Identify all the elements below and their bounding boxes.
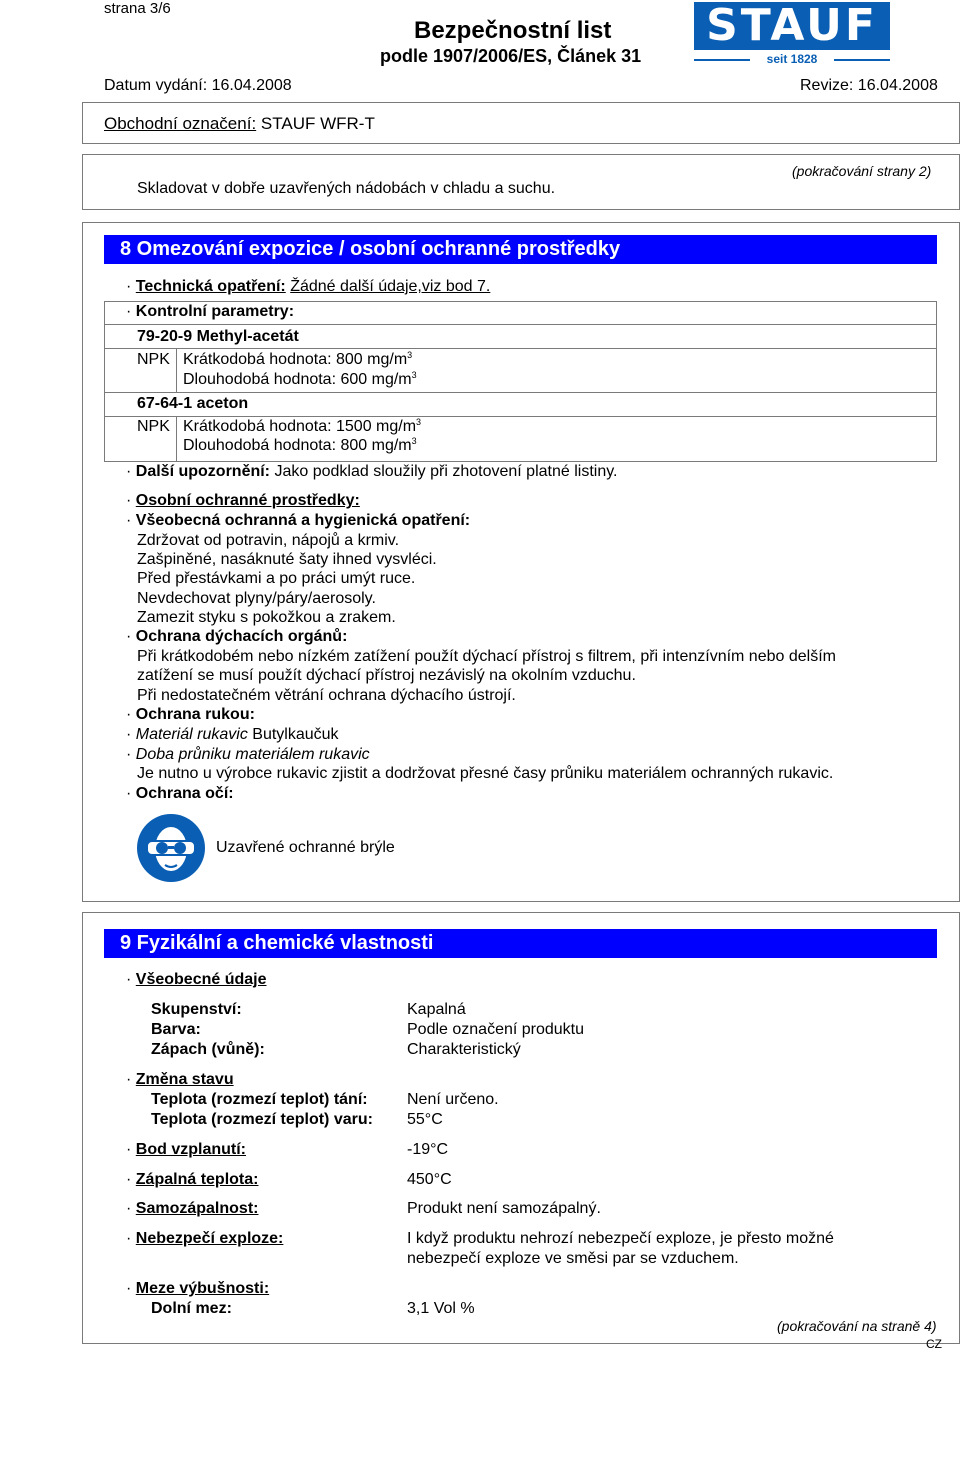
respiratory-heading: · Ochrana dýchacích orgánů:	[126, 628, 348, 645]
respiratory-line: Při krátkodobém nebo nízkém zatížení použít dýchací přístroj s filtrem, při intenzívním nebo delším	[137, 648, 836, 665]
general-measures-heading: · Všeobecná ochranná a hygienická opatření:	[126, 512, 471, 529]
lower-limit-value: 3,1 Vol %	[407, 1300, 475, 1317]
eyes-label: Ochrana očí:	[135, 785, 234, 802]
general-data-label: Všeobecné údaje	[135, 971, 267, 988]
substance-1-long-term	[183, 371, 417, 389]
form-label: Skupenství:	[151, 1001, 242, 1018]
ignition-label: Zápalná teplota:	[135, 1171, 259, 1188]
substance-2-short-term	[183, 418, 421, 436]
cube-mark: 3	[407, 350, 413, 360]
general-measures-label: Všeobecná ochranná a hygienická opatření:	[135, 512, 471, 529]
penetration-heading: · Doba průniku materiálem rukavic	[126, 746, 370, 763]
technical-value: Žádné další údaje,viz bod 7.	[290, 278, 491, 295]
flash-value: -19°C	[407, 1141, 449, 1158]
ignition-temp: · Zápalná teplota:	[126, 1171, 259, 1188]
explosion-line: nebezpečí exploze ve směsi par se vzduchem.	[407, 1250, 739, 1267]
long-term-value: Dlouhodobá hodnota: 800 mg/m	[183, 437, 412, 454]
ppe-heading: · Osobní ochranné prostředky:	[126, 492, 360, 509]
selfign-label: Samozápalnost:	[135, 1200, 259, 1217]
lower-limit-label: Dolní mez:	[151, 1300, 232, 1317]
state-change-heading: · Změna stavu	[126, 1071, 234, 1088]
further-value: Jako podklad sloužily při zhotovení platné listiny.	[274, 463, 618, 480]
logo-text: STAUF	[694, 2, 890, 50]
eyes-value: Uzavřené ochranné brýle	[216, 839, 395, 856]
table-divider	[104, 392, 937, 393]
technical-label: Technická opatření:	[135, 278, 286, 295]
glove-material: · Materiál rukavic Butylkaučuk	[126, 726, 339, 743]
general-item: Zamezit styku s pokožkou a zrakem.	[137, 609, 396, 626]
document-subtitle: podle 1907/2006/ES, Článek 31	[380, 46, 642, 66]
penetration-text: Je nutno u výrobce rukavic zjistit a dodržovat přesné časy průniku materiálem ochranných rukavic.	[137, 765, 834, 782]
glove-material-value: Butylkaučuk	[252, 726, 339, 743]
penetration-label: Doba průniku materiálem rukavic	[135, 746, 370, 763]
storage-text: Skladovat v dobře uzavřených nádobách v chladu a suchu.	[137, 180, 556, 197]
explosion-danger: · Nebezpečí exploze:	[126, 1230, 284, 1247]
revision-date: Revize: 16.04.2008	[800, 77, 938, 94]
substance-1: 79-20-9 Methyl-acetát	[137, 328, 299, 345]
odor-label: Zápach (vůně):	[151, 1041, 265, 1058]
document-title: Bezpečnostní list	[414, 17, 612, 44]
color-value: Podle označení produktu	[407, 1021, 585, 1038]
respiratory-line: Při nedostatečném větrání ochrana dýchacího ústrojí.	[137, 687, 516, 704]
general-item: Zašpiněné, nasáknuté šaty ihned vysvléci.	[137, 551, 437, 568]
respiratory-label: Ochrana dýchacích orgánů:	[135, 628, 348, 645]
boiling-value: 55°C	[407, 1111, 443, 1128]
substance-1-short-term	[183, 351, 412, 369]
continue-note: (pokračování na straně 4)	[777, 1318, 937, 1334]
state-change-label: Změna stavu	[135, 1071, 234, 1088]
hands-heading: · Ochrana rukou:	[126, 706, 255, 723]
control-params-label: Kontrolní parametry:	[135, 303, 295, 320]
logo-since: seit 1828	[766, 52, 818, 66]
general-item: Před přestávkami a po práci umýt ruce.	[137, 570, 416, 587]
table-divider	[104, 416, 937, 417]
table-divider	[176, 348, 177, 392]
eyes-heading: · Ochrana očí:	[126, 785, 234, 802]
ppe-label: Osobní ochranné prostředky:	[135, 492, 360, 509]
color-label: Barva:	[151, 1021, 201, 1038]
flash-point: · Bod vzplanutí:	[126, 1141, 246, 1158]
logo-rule-right	[834, 59, 890, 61]
melting-value: Není určeno.	[407, 1091, 499, 1108]
trade-name	[104, 114, 375, 134]
limits-label: Meze výbušnosti:	[135, 1280, 270, 1297]
continuation-note: (pokračování strany 2)	[792, 163, 932, 179]
melting-label: Teplota (rozmezí teplot) tání:	[151, 1091, 368, 1108]
cube-mark: 3	[411, 436, 417, 446]
npk-label-2: NPK	[137, 418, 170, 435]
table-divider	[104, 348, 937, 349]
further-label: Další upozornění:	[135, 463, 271, 480]
glove-material-label: Materiál rukavic	[135, 726, 248, 743]
short-term-value: Krátkodobá hodnota: 800 mg/m	[183, 351, 408, 368]
table-divider	[104, 324, 937, 325]
section9-title: 9 Fyzikální a chemické vlastnosti	[104, 929, 937, 958]
flash-label: Bod vzplanutí:	[135, 1141, 246, 1158]
ignition-value: 450°C	[407, 1171, 452, 1188]
technical-measures: · Technická opatření: Žádné další údaje,viz bod 7.	[126, 278, 491, 295]
substance-2-long-term	[183, 437, 417, 455]
long-term-value: Dlouhodobá hodnota: 600 mg/m	[183, 371, 412, 388]
trade-name-value: STAUF WFR-T	[260, 114, 375, 133]
stauf-logo	[694, 2, 890, 66]
logo-rule-left	[694, 59, 750, 61]
table-divider	[176, 416, 177, 462]
self-ignition: · Samozápalnost:	[126, 1200, 259, 1217]
respiratory-line: zatížení se musí použít dýchací přístroj nezávislý na okolním vzduchu.	[137, 667, 636, 684]
boiling-label: Teplota (rozmezí teplot) varu:	[151, 1111, 373, 1128]
control-params-heading: · Kontrolní parametry:	[126, 303, 295, 320]
substance-2: 67-64-1 aceton	[137, 395, 249, 412]
general-data-heading: · Všeobecné údaje	[126, 971, 267, 988]
explosion-limits: · Meze výbušnosti:	[126, 1280, 270, 1297]
form-value: Kapalná	[407, 1001, 466, 1018]
general-item: Nevdechovat plyny/páry/aerosoly.	[137, 590, 376, 607]
page-number: strana 3/6	[104, 0, 171, 17]
further-info: · Další upozornění: Jako podklad sloužily při zhotovení platné listiny.	[126, 463, 618, 480]
short-term-value: Krátkodobá hodnota: 1500 mg/m	[183, 418, 417, 435]
explosion-line: I když produktu nehrozí nebezpečí exploze, je přesto možné	[407, 1230, 834, 1247]
hands-label: Ochrana rukou:	[135, 706, 255, 723]
npk-label-1: NPK	[137, 351, 170, 368]
language-code: CZ	[926, 1337, 942, 1351]
explosion-label: Nebezpečí exploze:	[135, 1230, 284, 1247]
trade-name-label: Obchodní označení:	[104, 114, 257, 133]
cube-mark: 3	[411, 370, 417, 380]
cube-mark: 3	[416, 417, 422, 427]
section8-title: 8 Omezování expozice / osobní ochranné prostředky	[104, 235, 937, 264]
issue-date: Datum vydání: 16.04.2008	[104, 77, 292, 94]
general-item: Zdržovat od potravin, nápojů a krmiv.	[137, 532, 400, 549]
safety-goggles-icon	[136, 813, 206, 883]
selfign-value: Produkt není samozápalný.	[407, 1200, 601, 1217]
odor-value: Charakteristický	[407, 1041, 521, 1058]
